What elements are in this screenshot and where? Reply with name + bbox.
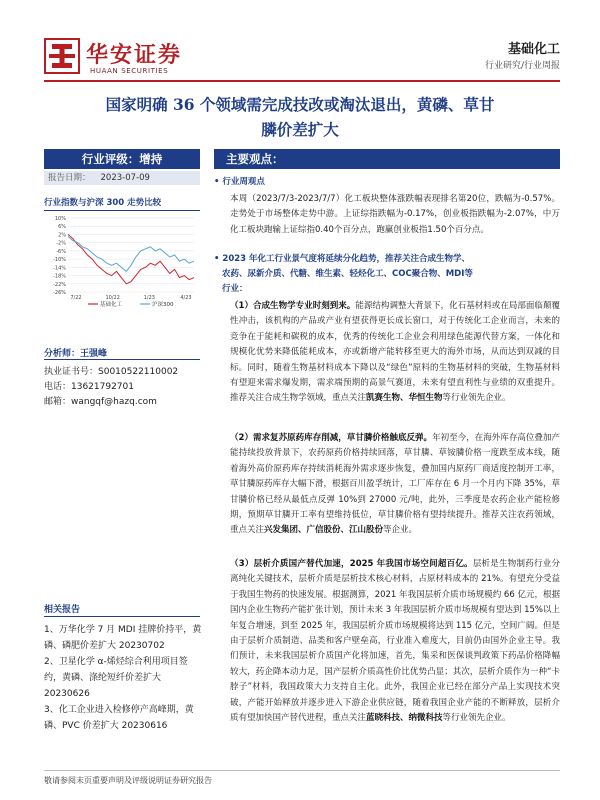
y-tick-label: -2% xyxy=(56,240,66,247)
y-tick-label: -22% xyxy=(53,281,66,288)
paragraph-3-tail: 等行业领先企业。 xyxy=(442,713,511,724)
paragraph-1-lead: （1）合成生物学专业时刻到来。 xyxy=(230,301,356,311)
section-outlook-line-1: 2023 年化工行业景气度将延续分化趋势，推荐关注合成生物学、 xyxy=(222,254,471,264)
section-weekly-view xyxy=(214,175,560,190)
footer-divider xyxy=(44,770,560,771)
paragraph-2-body: 年初至今，在海外库存高位叠加产能持续投放背景下，农药原药价格持续回落，草甘膦、草铵膦价格一度跌至成本线，随着海外高价原药库存持续消耗海外需求逐步恢复，叠加国内原药厂商适度控制开工率，草甘膦原药库存大幅下滑，根据百川盈孚统计，工厂库存在 6 月一个月内下降 35%，草甘膦价格已经从最低点反弹 10%到 27000 元/吨，此外，三季度是农药企业产能检修期，预期草甘膦开工率有望维持低位，草甘膦价格有望持续提升。推荐关注农药领域，重点关注 xyxy=(230,433,560,536)
report-date-label: 报告日期： xyxy=(48,173,91,183)
report-title xyxy=(40,92,560,142)
related-reports-divider xyxy=(44,616,200,617)
index-chart-title: 行业指数与沪深 300 走势比较 xyxy=(44,198,162,208)
section-weekly-view-label: 行业周观点 xyxy=(222,177,265,187)
section-outlook-line-3: 行业： xyxy=(222,284,248,294)
y-tick-label: -26% xyxy=(53,290,66,296)
x-tick-label: 7/22 xyxy=(70,295,82,301)
section-outlook xyxy=(214,252,560,297)
main-points-heading: 主要观点： xyxy=(214,149,560,169)
paragraph-2-lead: （2）需求复苏原药库存削减，草甘膦价格触底反弹。 xyxy=(230,433,433,443)
paragraph-1-companies: 凯赛生物、华恒生物 xyxy=(366,393,443,404)
paragraph-2-companies: 兴发集团、广信股份、江山股份 xyxy=(264,525,384,536)
related-reports-title: 相关报告 xyxy=(44,605,81,615)
industry-rating: 行业评级：增持 xyxy=(44,149,200,169)
y-tick-label: 6% xyxy=(58,224,66,231)
logo-chinese-name: 华安证券 xyxy=(86,42,183,68)
x-tick-label: 1/23 xyxy=(143,295,155,301)
report-date-value: 2023-07-09 xyxy=(100,173,150,183)
bullet-icon: • xyxy=(214,254,223,264)
y-tick-label: -14% xyxy=(53,265,66,272)
analyst-phone: 电话：13621792701 xyxy=(44,382,134,392)
sector-name: 基础化工 xyxy=(507,42,560,57)
related-report-item[interactable]: 1、万华化学 7 月 MDI 挂牌价持平，黄磷、磷肥价差扩大 20230702 xyxy=(44,625,202,651)
paragraph-3-companies: 蓝晓科技、纳微科技 xyxy=(366,713,443,724)
y-tick-label: 10% xyxy=(54,216,66,222)
bullet-icon: • xyxy=(214,177,223,187)
footer-disclaimer: 敬请参阅末页重要声明及评级说明证券研究报告 xyxy=(44,776,212,785)
y-tick-label: -10% xyxy=(53,257,66,264)
logo-seal-icon xyxy=(44,38,80,74)
company-logo xyxy=(44,38,194,84)
report-date xyxy=(44,171,200,185)
related-report-item[interactable]: 2、卫星化学 α-烯烃综合利用项目签约，黄磷、涤纶短纤价差扩大20230626 xyxy=(44,657,188,699)
header-divider xyxy=(44,80,560,82)
report-title-line-2: 膦价差扩大 xyxy=(261,120,339,139)
section-outlook-line-2: 农药、尿新介质、代糖、维生素、轻烃化工、COC聚合物、MDI等 xyxy=(222,269,473,279)
paragraph-chromatography xyxy=(230,557,560,726)
y-tick-label: -6% xyxy=(56,248,66,255)
legend-label: 基础化工 xyxy=(100,302,123,308)
index-chart-divider xyxy=(44,210,200,211)
y-tick-label: 2% xyxy=(58,232,66,239)
paragraph-synthetic-biology xyxy=(230,299,560,407)
legend-label: 沪深300 xyxy=(152,302,174,308)
x-tick-label: 4/23 xyxy=(180,295,192,301)
related-report-item[interactable]: 3、化工企业进入检修停产高峰期，黄磷、PVC 价差扩大 20230616 xyxy=(44,705,194,731)
paragraph-weekly-performance: 本周（2023/7/3-2023/7/7）化工板块整体涨跌幅表现排名第20位，跌幅为-0.57%。走势处于市场整体走势中游。上证综指跌幅为-0.17%，创业板指跌幅为-2.07%，中万化工板块跑输上证综指0.40个百分点，跑赢创业板指1.50个百分点。 xyxy=(230,194,560,235)
analyst-license: 执业证书号：S0010522110002 xyxy=(44,367,179,377)
analyst-email[interactable]: 邮箱：wangqf@hazq.com xyxy=(44,397,157,407)
report-title-line-1: 国家明确 36 个领域需完成技改或淘汰退出，黄磷、草甘 xyxy=(105,95,495,114)
report-kind: 行业研究/行业周报 xyxy=(484,61,560,71)
logo-english-name: HUAAN SECURITIES xyxy=(90,67,169,75)
x-tick-label: 10/22 xyxy=(105,295,120,301)
analyst-divider xyxy=(44,359,200,360)
paragraph-3-lead: （3）层析介质国产替代加速，2025 年我国市场空间超百亿。 xyxy=(230,559,473,569)
related-reports-list xyxy=(44,622,202,734)
paragraph-pesticides xyxy=(230,431,560,539)
index-comparison-chart xyxy=(44,214,200,314)
y-tick-label: -18% xyxy=(53,273,66,280)
analyst-name: 分析师：王强峰 xyxy=(44,349,108,359)
paragraph-2-tail: 等企业。 xyxy=(383,525,418,536)
paragraph-3-body: 层析是生物制药行业分离纯化关键技术，层析介质是层析技术核心材料，占原材料成本的 21%。有望充分受益于我国生物药的快速发展。根据测算，2021 年我国层析介质市场规模约 66 亿元，根据国内企业生物药产能扩张计划，预计未来 3 年我国层析介质市场规模有望达到 15%以上年复合增速，到至 2025 年，我国层析介质市场规模将达到 115 亿元，空间广阔。但是由于层析介质制造、品类和客户壁垒高，行业准入难度大，目前仍由国外企业主导。我们预计，未来我国层析介质国产化将加速，首先，集采和医保谈判政策下药品价格降幅较大，药企降本动力足，国产层析介质高性价比优势凸显；其次，层析介质作为一种“卡脖子”材料，我国政策大力支持自主化。此外，我国企业已经在部分产品上实现技术突破，产能开始释放并逐步进入下游企业供应链，随着我国企业产能的不断释放，层析介质有望加快国产替代进程，重点关注 xyxy=(230,559,560,724)
paragraph-1-tail: 等行业领先企业。 xyxy=(442,393,511,404)
paragraph-1-body: 能源结构调整大背景下，化石基材料或在局部面临颠覆性冲击，该机构的产品或产业有望获得更长成长窗口，对于传统化工企业而言，未来的竞争在于能耗和碳税的成本，优秀的传统化工企业会利用绿色能源代替方案，一体化和规模化优势来降低能耗成本，亦或新增产能转移至更大的海外市场，从而达到双减的目标。同时，随着生物基材料成本下降以及“绿色”原料的生物基材料的突破，生物基材料有望迎来需求爆发期，需求端预期的高景气赛道，未来有望直利性与业绩的双重提升。推荐关注合成生物学领域，重点关注 xyxy=(230,301,560,404)
